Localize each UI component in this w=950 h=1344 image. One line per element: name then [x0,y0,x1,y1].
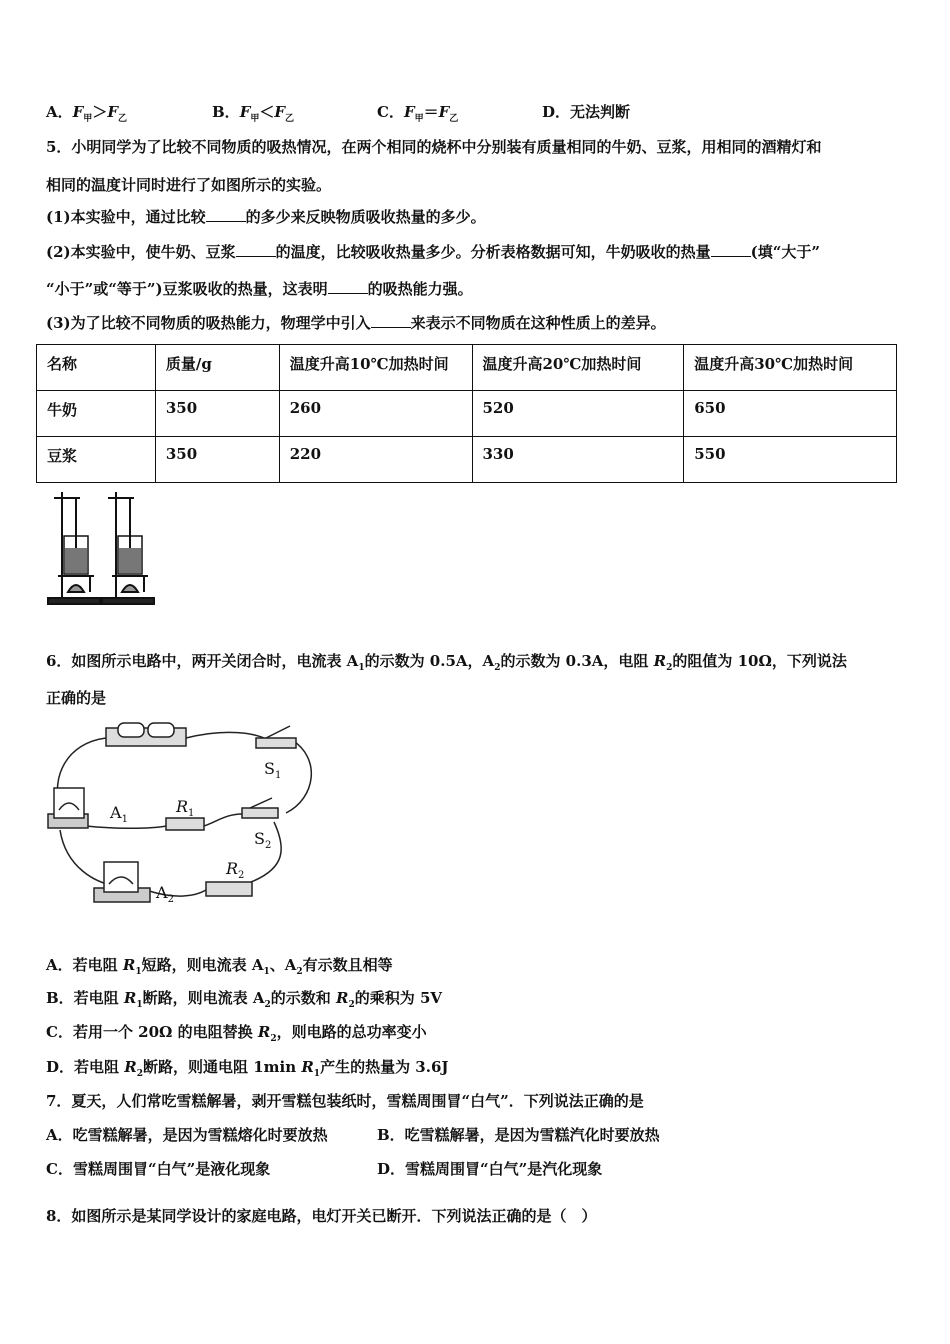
table-cell: 牛奶 [37,391,156,437]
ammeter-a1-label: $A_1$ [110,803,128,825]
table-header-cell: 温度升高10℃加热时间 [279,345,472,391]
q7-option-c: C．雪糕周围冒“白气”是液化现象 [46,1160,271,1178]
q6-stem-line1: 6．如图所示电路中，两开关闭合时，电流表 $A_1$的示数为 0.5A，$A_2$的示数为 0.3A，电阻 $R_2$的阻值为 10Ω，下列说法 [46,652,847,673]
q5-data-table [36,344,897,483]
q5-part2-line1: (2)本实验中，使牛奶、豆浆 的温度，比较吸收热量多少。分析表格数据可知，牛奶吸收的热量 (填“大于” [46,243,821,261]
table-row [37,391,897,437]
q6-option-d: D．若电阻 $R_2$断路，则通电阻 1min $R_1$产生的热量为 3.6J [46,1058,449,1079]
q7-option-a: A．吃雪糕解暑，是因为雪糕熔化时要放热 [46,1126,328,1144]
table-cell: 520 [472,391,684,437]
heating-apparatus-figure [40,488,165,613]
answer-blank [711,244,751,257]
table-cell: 330 [472,437,684,483]
q5-part3: (3)为了比较不同物质的吸热能力，物理学中引入 来表示不同物质在这种性质上的差异。 [46,314,666,332]
table-header-cell: 质量/g [155,345,279,391]
answer-blank [371,315,411,328]
table-header-cell: 温度升高20℃加热时间 [472,345,684,391]
circuit-figure [46,718,316,914]
q5-part1: (1)本实验中，通过比较 的多少来反映物质吸收热量的多少。 [46,208,486,226]
resistor-r2-label: $R_2$ [226,859,245,881]
q6-stem-line2: 正确的是 [46,689,107,707]
resistor-r1-label: $R_1$ [176,797,195,819]
table-header-row [37,345,897,391]
table-cell: 650 [684,391,897,437]
table-cell: 豆浆 [37,437,156,483]
table-cell: 350 [155,437,279,483]
q6-option-b: B．若电阻 $R_1$断路，则电流表 $A_2$的示数和 $R_2$的乘积为 5V [46,989,443,1010]
apparatus-right [102,492,154,604]
answer-blank [236,244,276,257]
q5-stem-line2: 相同的温度计同时进行了如图所示的实验。 [46,176,332,194]
table-header-cell: 名称 [37,345,156,391]
table-cell: 260 [279,391,472,437]
q5-stem-line1: 5．小明同学为了比较不同物质的吸热情况，在两个相同的烧杯中分别装有质量相同的牛奶、豆浆，用相同的酒精灯和 [46,138,822,156]
ammeter-a2-label: $A_2$ [156,883,174,905]
q4-option-d: D．无法判断 [542,103,631,121]
q5-part2-line2: “小于”或“等于”)豆浆吸收的热量，这表明 的吸热能力强。 [46,280,473,298]
table-cell: 350 [155,391,279,437]
q7-stem: 7．夏天，人们常吃雪糕解暑，剥开雪糕包装纸时，雪糕周围冒“白气”．下列说法正确的是 [46,1092,644,1110]
q4-option-c: C．$F_甲=F_乙$ [377,103,459,124]
q7-option-d: D．雪糕周围冒“白气”是汽化现象 [377,1160,603,1178]
switch-s1-label: $S_1$ [264,759,282,781]
q8-stem: 8．如图所示是某同学设计的家庭电路，电灯开关已断开．下列说法正确的是（ ） [46,1207,597,1225]
apparatus-left [48,492,100,604]
table-header-cell: 温度升高30℃加热时间 [684,345,897,391]
answer-blank [328,281,368,294]
q4-option-b: B．$F_甲<F_乙$ [212,103,295,124]
table-cell: 550 [684,437,897,483]
switch-s2-label: $S_2$ [254,829,272,851]
table-row [37,437,897,483]
q7-option-b: B．吃雪糕解暑，是因为雪糕汽化时要放热 [377,1126,660,1144]
answer-blank [206,209,246,222]
q6-option-c: C．若用一个 20Ω 的电阻替换 $R_2$，则电路的总功率变小 [46,1023,427,1044]
q6-option-a: A．若电阻 $R_1$短路，则电流表 $A_1$、$A_2$有示数且相等 [46,956,393,977]
table-cell: 220 [279,437,472,483]
q4-option-a: A．$F_甲>F_乙$ [46,103,127,124]
